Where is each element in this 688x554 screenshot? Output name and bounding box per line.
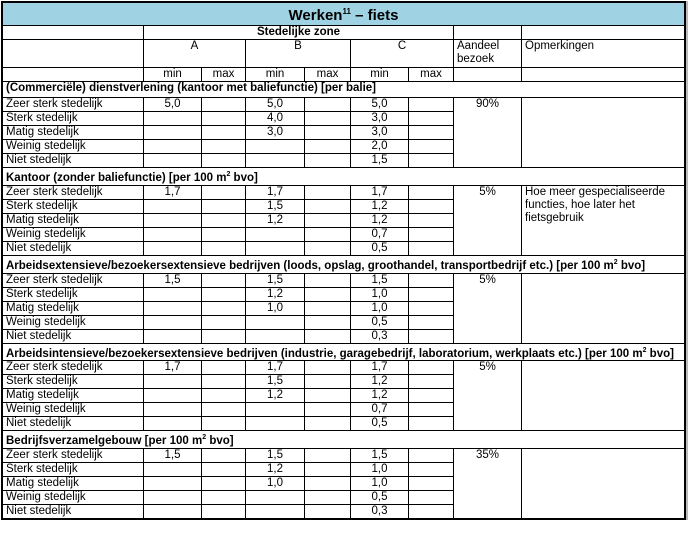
value-cell: 5,0 [246,98,305,112]
value-cell [246,315,305,329]
value-cell: 1,5 [246,273,305,287]
table-title: Werken$^{11}$ – fiets [3,3,685,26]
value-cell [246,140,305,154]
value-cell: 1,5 [144,273,202,287]
value-cell [144,112,202,126]
value-cell: 1,2 [351,199,409,213]
value-cell: 1,5 [144,449,202,463]
value-cell: 4,0 [246,112,305,126]
value-cell [202,361,246,375]
value-cell [305,477,351,491]
value-cell [305,227,351,241]
value-cell [202,375,246,389]
value-cell: 1,0 [351,477,409,491]
value-cell [409,241,454,255]
value-cell [202,185,246,199]
section-header: Bedrijfsverzamelgebouw [per 100 $m^2$ bvo] [3,431,685,449]
value-cell [409,213,454,227]
value-cell [305,154,351,168]
value-cell: 3,0 [246,126,305,140]
value-cell [409,140,454,154]
value-cell: 0,5 [351,241,409,255]
urbanity-label: Niet stedelijk [3,154,144,168]
value-cell [246,403,305,417]
value-cell [144,199,202,213]
value-cell: 5,0 [144,98,202,112]
value-cell [305,491,351,505]
value-cell [144,315,202,329]
value-cell [202,287,246,301]
section-header: Kantoor (zonder baliefunctie) [per 100 $m^2$ bvo] [3,168,685,186]
value-cell [144,126,202,140]
section-header: (Commerciële) dienstverlening (kantoor met baliefunctie) [per balie] [3,82,685,98]
value-cell: 1,7 [144,361,202,375]
value-cell: 1,7 [246,361,305,375]
value-cell [409,227,454,241]
value-cell [305,126,351,140]
value-cell [202,315,246,329]
value-cell [409,126,454,140]
zone-a: A [144,40,246,68]
value-cell [305,329,351,343]
value-cell [409,417,454,431]
value-cell [144,389,202,403]
value-cell [246,417,305,431]
urbanity-label: Matig stedelijk [3,213,144,227]
min-header: min [144,68,202,82]
section-header: Arbeidsintensieve/bezoekersextensieve bedrijven (industrie, garagebedrijf, laboratorium, werkplaats etc.) [per 100 $m^2$ bvo] [3,343,685,361]
value-cell [409,329,454,343]
value-cell [305,361,351,375]
value-cell [144,375,202,389]
aandeel-bezoek: 90% [454,98,522,168]
value-cell [144,403,202,417]
urbanity-label: Zeer sterk stedelijk [3,273,144,287]
urbanity-label: Sterk stedelijk [3,287,144,301]
value-cell [202,112,246,126]
urbanity-label: Matig stedelijk [3,477,144,491]
aandeel-bezoek: 5% [454,185,522,255]
value-cell [202,477,246,491]
value-cell: 0,5 [351,417,409,431]
min-header: min [351,68,409,82]
section-header: Arbeidsextensieve/bezoekersextensieve bedrijven (loods, opslag, groothandel, transportbedrijf etc.) [per 100 $m^2$ bvo] [3,255,685,273]
value-cell [144,505,202,519]
value-cell [409,185,454,199]
value-cell: 3,0 [351,112,409,126]
opmerking [522,449,685,519]
value-cell: 0,3 [351,505,409,519]
value-cell [202,199,246,213]
value-cell [144,227,202,241]
value-cell [409,199,454,213]
value-cell [202,140,246,154]
value-cell [144,287,202,301]
table-row [3,98,685,112]
value-cell [409,154,454,168]
urbanity-label: Sterk stedelijk [3,112,144,126]
value-cell [409,477,454,491]
value-cell [246,154,305,168]
value-cell: 1,7 [144,185,202,199]
value-cell: 1,5 [351,449,409,463]
value-cell: 1,2 [246,389,305,403]
value-cell [144,241,202,255]
value-cell [144,417,202,431]
urbanity-label: Zeer sterk stedelijk [3,449,144,463]
value-cell [409,112,454,126]
urbanity-label: Zeer sterk stedelijk [3,185,144,199]
max-header: max [202,68,246,82]
value-cell [246,329,305,343]
value-cell [144,140,202,154]
parking-norms-table [2,2,685,519]
value-cell: 1,2 [246,463,305,477]
table-row [3,449,685,463]
value-cell [202,449,246,463]
value-cell: 0,7 [351,227,409,241]
value-cell [144,463,202,477]
table-row [3,361,685,375]
urbanity-label: Weinig stedelijk [3,491,144,505]
urbanity-label: Matig stedelijk [3,389,144,403]
zone-c: C [351,40,454,68]
value-cell [409,301,454,315]
value-cell: 1,2 [246,213,305,227]
value-cell [409,315,454,329]
value-cell: 0,7 [351,403,409,417]
value-cell [202,98,246,112]
urbanity-label: Niet stedelijk [3,505,144,519]
value-cell [409,491,454,505]
value-cell: 1,2 [246,287,305,301]
value-cell [246,241,305,255]
aandeel-bezoek: 5% [454,273,522,343]
value-cell: 1,2 [351,375,409,389]
value-cell [202,491,246,505]
value-cell [144,213,202,227]
urbanity-label: Sterk stedelijk [3,199,144,213]
value-cell [305,375,351,389]
value-cell [202,273,246,287]
value-cell: 1,5 [351,154,409,168]
value-cell [246,227,305,241]
aandeel-header: Aandeel bezoek [454,40,522,68]
aandeel-bezoek: 5% [454,361,522,431]
value-cell [202,329,246,343]
value-cell [202,213,246,227]
value-cell: 1,0 [351,301,409,315]
min-header: min [246,68,305,82]
urbanity-label: Weinig stedelijk [3,227,144,241]
value-cell [144,329,202,343]
value-cell: 1,0 [246,477,305,491]
value-cell [305,112,351,126]
value-cell [144,154,202,168]
value-cell: 3,0 [351,126,409,140]
value-cell [409,287,454,301]
value-cell [409,375,454,389]
urbanity-label: Weinig stedelijk [3,315,144,329]
value-cell [305,389,351,403]
value-cell [202,154,246,168]
value-cell [305,301,351,315]
value-cell [305,241,351,255]
value-cell: 0,3 [351,329,409,343]
value-cell: 1,7 [246,185,305,199]
urbanity-label: Weinig stedelijk [3,403,144,417]
value-cell [409,98,454,112]
value-cell [202,403,246,417]
max-header: max [305,68,351,82]
table-row [3,273,685,287]
value-cell [202,463,246,477]
opmerking [522,361,685,431]
urbanity-label: Sterk stedelijk [3,463,144,477]
value-cell [305,199,351,213]
value-cell [409,273,454,287]
value-cell [305,287,351,301]
value-cell [409,389,454,403]
value-cell [202,417,246,431]
value-cell [202,227,246,241]
urbanity-label: Niet stedelijk [3,417,144,431]
value-cell: 5,0 [351,98,409,112]
value-cell [202,389,246,403]
value-cell [202,126,246,140]
value-cell [305,463,351,477]
urbanity-label: Matig stedelijk [3,301,144,315]
value-cell [305,185,351,199]
value-cell [305,273,351,287]
urbanity-label: Niet stedelijk [3,329,144,343]
value-cell: 1,7 [351,361,409,375]
urbanity-label: Niet stedelijk [3,241,144,255]
value-cell [305,417,351,431]
value-cell: 0,5 [351,315,409,329]
opmerking [522,273,685,343]
value-cell: 0,5 [351,491,409,505]
value-cell [305,213,351,227]
value-cell [409,449,454,463]
zone-b: B [246,40,351,68]
value-cell: 1,0 [246,301,305,315]
value-cell [202,241,246,255]
urbanity-label: Weinig stedelijk [3,140,144,154]
value-cell [409,361,454,375]
urbanity-label: Zeer sterk stedelijk [3,361,144,375]
value-cell [305,403,351,417]
value-cell [202,505,246,519]
value-cell [246,491,305,505]
value-cell [305,315,351,329]
urbanity-label: Zeer sterk stedelijk [3,98,144,112]
value-cell: 1,2 [351,213,409,227]
max-header: max [409,68,454,82]
value-cell: 1,2 [351,389,409,403]
opmerking [522,98,685,168]
value-cell: 1,0 [351,463,409,477]
value-cell: 1,0 [351,287,409,301]
value-cell [409,505,454,519]
value-cell [305,98,351,112]
opmerking: Hoe meer gespecialiseerde functies, hoe later het fietsgebruik [522,185,685,255]
value-cell [409,463,454,477]
value-cell [305,140,351,154]
value-cell: 1,5 [246,199,305,213]
value-cell: 1,5 [246,375,305,389]
opmerkingen-header: Opmerkingen [522,40,685,68]
value-cell [305,505,351,519]
value-cell [144,491,202,505]
table-row [3,185,685,199]
value-cell [202,301,246,315]
value-cell: 2,0 [351,140,409,154]
aandeel-bezoek: 35% [454,449,522,519]
urbanity-label: Sterk stedelijk [3,375,144,389]
value-cell [409,403,454,417]
parking-norms-table-frame [1,1,686,520]
value-cell: 1,7 [351,185,409,199]
value-cell [144,301,202,315]
value-cell: 1,5 [351,273,409,287]
urbanity-label: Matig stedelijk [3,126,144,140]
value-cell [246,505,305,519]
zone-header: Stedelijke zone [144,26,454,40]
value-cell [144,477,202,491]
value-cell: 1,5 [246,449,305,463]
value-cell [305,449,351,463]
